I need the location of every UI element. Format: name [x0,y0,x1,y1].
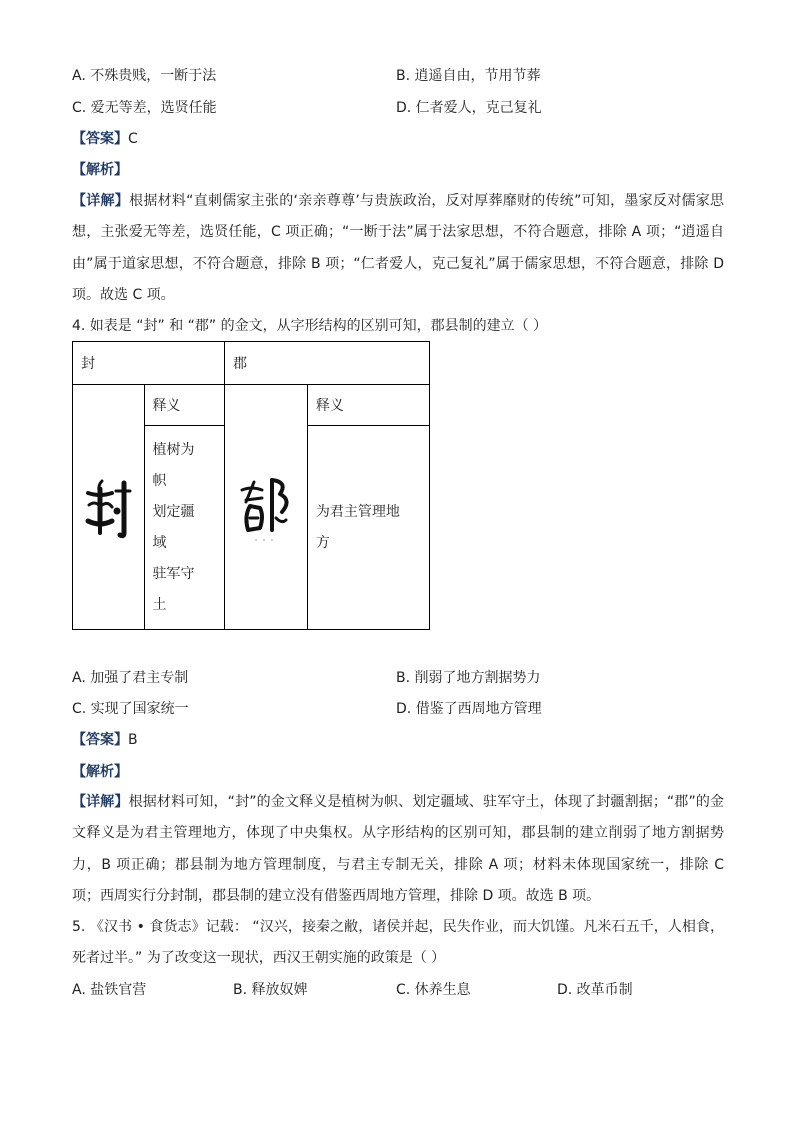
jun-meaning-text [307,426,429,630]
q5-option-d: D. 改革币制 [557,982,633,998]
q4-jinwen-table [72,341,430,630]
feng-meaning-line: 划定疆 [152,503,195,520]
answer-tag: 【答案】 [72,131,128,147]
q5-option-b: B. 释放奴婢 [233,982,308,998]
table-header-feng: 封 [73,342,225,385]
jun-meaning-label: 释义 [307,385,429,426]
feng-meaning-line: 土 [152,596,167,613]
q4-stem: 4. 如表是 “封” 和 “郡” 的金文，从字形结构的区别可知，郡县制的建立（ ） [72,318,548,334]
q3-analysis-tag: 【解析】 [72,162,128,178]
answer-value: C [128,131,138,147]
q4-option-c: C. 实现了国家统一 [72,701,189,717]
detail-tag: 【详解】 [72,193,130,209]
feng-meaning-line: 植树为 [152,441,195,458]
feng-glyph-cell [73,385,145,630]
feng-meaning-line: 驻军守 [152,565,195,582]
q4-option-a: A. 加强了君主专制 [72,670,189,686]
q5-option-a: A. 盐铁官营 [72,982,147,998]
feng-meaning-line: 域 [152,534,167,551]
q5-option-c: C. 休养生息 [396,982,471,998]
q3-detail [72,186,724,311]
detail-text: 根据材料可知，“封”的金文释义是植树为帜、划定疆域、驻军守土，体现了封疆割据；“郡”的金文释义是为君主管理地方，体现了中央集权。从字形结构的区别可知，郡县制的建立削弱了地方割据势力，B 项正确；郡县制为地方管理制度，与君主专制无关，排除 A 项；材料未体现国家统一，排除 C 项；西周实行分封制，郡县制的建立没有借鉴西周地方管理，排除 D 项。故选 B 项。 [72,794,724,904]
jun-meaning-line: 为君主管理地 [315,503,400,520]
feng-meaning-line: 帜 [152,472,167,489]
q3-answer [72,129,138,149]
q3-option-c: C. 爱无等差，选贤任能 [72,100,217,116]
q4-analysis-tag: 【解析】 [72,764,128,780]
q4-option-d: D. 借鉴了西周地方管理 [396,701,542,717]
q4-option-b: B. 削弱了地方割据势力 [396,670,541,686]
answer-value: B [128,732,138,748]
feng-meaning-label: 释义 [144,385,224,426]
jun-meaning-line: 方 [315,534,330,551]
jun-jinwen-glyph [236,468,296,546]
q5-stem: 5. 《汉书 • 食货志》记载： “汉兴，接秦之敝，诸侯并起，民失作业，而大饥馑。凡米石五千，人相食，死者过半。” 为了改变这一现状，西汉王朝实施的政策是（ ） [72,919,724,967]
detail-tag: 【详解】 [72,794,129,810]
jun-glyph-cell [225,385,308,630]
feng-jinwen-glyph [80,471,136,543]
answer-tag: 【答案】 [72,732,128,748]
q3-option-b: B. 逍遥自由，节用节葬 [396,68,541,84]
q3-option-a: A. 不殊贵贱，一断于法 [72,68,217,84]
table-header-jun: 郡 [225,342,430,385]
detail-text: 根据材料“直刺儒家主张的‘亲亲尊尊’与贵族政治，反对厚葬靡财的传统”可知，墨家反对儒家思想，主张爱无等差，选贤任能，C 项正确；“一断于法”属于法家思想，不符合题意，排除 A 项；“逍遥自由”属于道家思想，不符合题意，排除 B 项；“仁者爱人，克己复礼”属于儒家思想，不符合题意，排除 D 项。故选 C 项。 [72,193,725,303]
q4-answer [72,730,138,750]
feng-meaning-text [144,426,224,630]
q4-detail [72,787,724,912]
q3-option-d: D. 仁者爱人，克己复礼 [396,100,542,116]
